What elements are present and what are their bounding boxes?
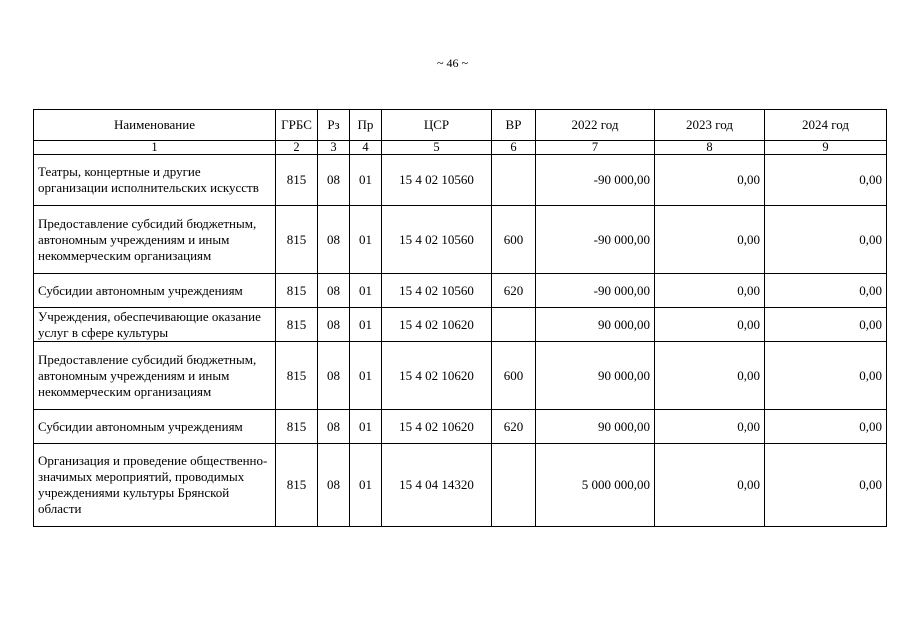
table-row [34,308,887,342]
table-header-row [34,110,887,141]
row-pr: 01 [350,410,382,444]
page-number: ~ 46 ~ [437,56,468,70]
row-grbs: 815 [276,410,318,444]
row-2022: -90 000,00 [536,155,655,206]
row-name: Субсидии автономным учреждениям [34,410,276,444]
row-pr: 01 [350,206,382,274]
row-grbs: 815 [276,155,318,206]
header-name: Наименование [34,110,276,141]
row-2022: 90 000,00 [536,342,655,410]
row-name: Театры, концертные и другие организации исполнительских искусств [34,155,276,206]
row-pr: 01 [350,155,382,206]
header-vr: ВР [492,110,536,141]
row-name: Субсидии автономным учреждениям [34,274,276,308]
row-2023: 0,00 [655,342,765,410]
row-csr: 15 4 02 10560 [382,155,492,206]
row-pr: 01 [350,342,382,410]
row-rz: 08 [318,155,350,206]
row-2023: 0,00 [655,308,765,342]
table-row [34,444,887,527]
row-csr: 15 4 02 10560 [382,274,492,308]
column-number: 5 [382,141,492,155]
column-number: 2 [276,141,318,155]
row-csr: 15 4 04 14320 [382,444,492,527]
row-2022: -90 000,00 [536,274,655,308]
row-csr: 15 4 02 10620 [382,410,492,444]
column-number: 8 [655,141,765,155]
row-csr: 15 4 02 10620 [382,308,492,342]
table-row [34,342,887,410]
row-csr: 15 4 02 10620 [382,342,492,410]
header-2023: 2023 год [655,110,765,141]
row-2024: 0,00 [765,155,887,206]
column-number: 3 [318,141,350,155]
row-2023: 0,00 [655,206,765,274]
row-vr [492,155,536,206]
column-number-row [34,141,887,155]
header-2024: 2024 год [765,110,887,141]
row-rz: 08 [318,410,350,444]
row-name: Учреждения, обеспечивающие оказание услуг в сфере культуры [34,308,276,342]
column-number: 7 [536,141,655,155]
row-2024: 0,00 [765,274,887,308]
row-grbs: 815 [276,274,318,308]
column-number: 6 [492,141,536,155]
row-2022: -90 000,00 [536,206,655,274]
row-2023: 0,00 [655,444,765,527]
row-2023: 0,00 [655,155,765,206]
table-row [34,206,887,274]
header-pr: Пр [350,110,382,141]
header-csr: ЦСР [382,110,492,141]
row-pr: 01 [350,444,382,527]
row-pr: 01 [350,308,382,342]
table-row [34,274,887,308]
row-grbs: 815 [276,444,318,527]
row-vr: 600 [492,342,536,410]
column-number: 9 [765,141,887,155]
row-vr [492,444,536,527]
row-2022: 90 000,00 [536,308,655,342]
row-vr [492,308,536,342]
row-2023: 0,00 [655,410,765,444]
header-rz: Рз [318,110,350,141]
header-grbs: ГРБС [276,110,318,141]
column-number: 4 [350,141,382,155]
table-row [34,155,887,206]
column-number: 1 [34,141,276,155]
row-rz: 08 [318,308,350,342]
row-2023: 0,00 [655,274,765,308]
row-2022: 5 000 000,00 [536,444,655,527]
row-2024: 0,00 [765,444,887,527]
row-rz: 08 [318,206,350,274]
row-name: Организация и проведение общественно-значимых мероприятий, проводимых учреждениями культуры Брянской области [34,444,276,527]
header-2022: 2022 год [536,110,655,141]
row-2024: 0,00 [765,410,887,444]
row-name: Предоставление субсидий бюджетным, автономным учреждениям и иным некоммерческим организациям [34,342,276,410]
row-rz: 08 [318,274,350,308]
table-row [34,410,887,444]
row-2024: 0,00 [765,342,887,410]
row-rz: 08 [318,444,350,527]
row-name: Предоставление субсидий бюджетным, автономным учреждениям и иным некоммерческим организациям [34,206,276,274]
row-grbs: 815 [276,206,318,274]
row-vr: 600 [492,206,536,274]
row-2022: 90 000,00 [536,410,655,444]
row-vr: 620 [492,274,536,308]
row-grbs: 815 [276,342,318,410]
row-2024: 0,00 [765,308,887,342]
row-pr: 01 [350,274,382,308]
row-rz: 08 [318,342,350,410]
row-vr: 620 [492,410,536,444]
row-csr: 15 4 02 10560 [382,206,492,274]
row-2024: 0,00 [765,206,887,274]
budget-table [33,109,887,527]
row-grbs: 815 [276,308,318,342]
